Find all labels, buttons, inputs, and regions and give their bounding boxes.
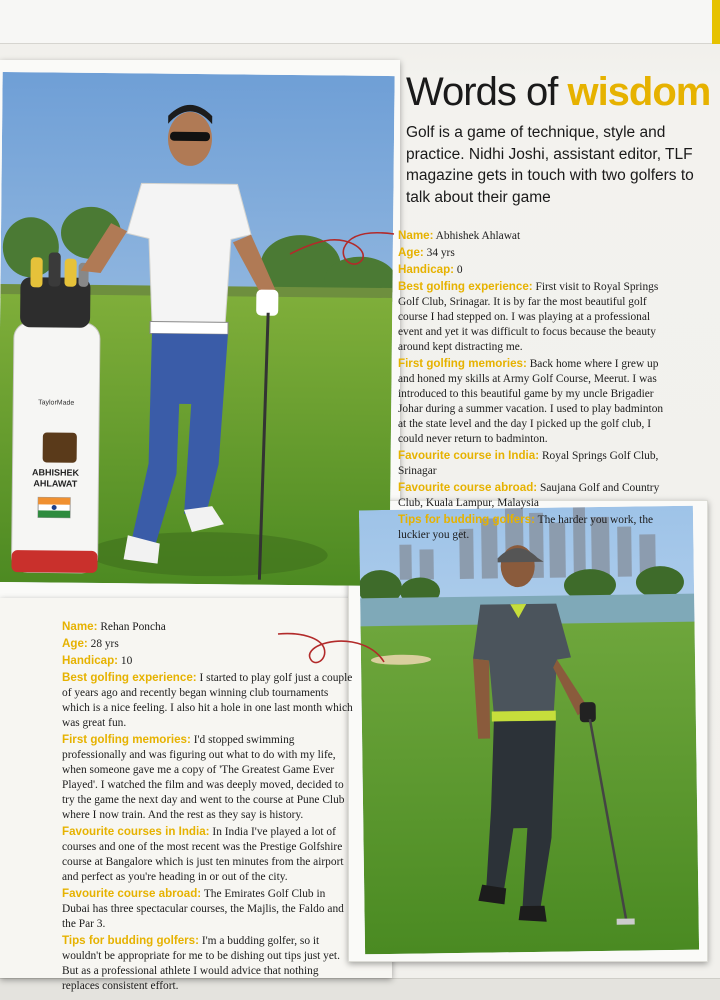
label: Best golfing experience: (62, 671, 197, 684)
label: Name: (398, 229, 434, 242)
article-intro: Golf is a game of technique, style and practice. Nidhi Joshi, assistant editor, TLF magazine gets in touch with two golfers to talk about their game (406, 124, 694, 206)
label: Age: (398, 246, 424, 259)
profile2-best-experience (62, 670, 354, 731)
value: I'm a budding golfer, so it wouldn't be appropriate for me to be dishing out tips just yet. But as a professional athlete I would advice that nothing replaces consistent effort. (62, 935, 340, 992)
profile1-fav-india (398, 448, 674, 479)
bag-name-line1: ABHISHEK (31, 467, 80, 478)
profile2-tips (62, 933, 354, 994)
value: I'd stopped swimming professionally and was figuring out what to do with my life, when someone gave me a copy of 'The Greatest Game Ever Played'. I watched the film and was deeply moved, decided to try the game the next day and went to the course at Pune Club where I now train. And the rest as they say is history. (62, 734, 345, 821)
photo-rehan-poncha (359, 506, 699, 955)
value: Abhishek Ahlawat (435, 230, 521, 242)
value: In India I've played a lot of courses and one of the most recent was the Prestige Golfshire course at Bangalore which is just ten minutes from the airport and perfect as you're heading in or out of the city. (62, 826, 344, 883)
profile2-name (62, 619, 354, 635)
profile1-fav-abroad (398, 480, 674, 511)
value: First visit to Royal Springs Golf Club, Srinagar. It is by far the most beautiful golf course I had stepped on. I was playing at a professional event and yet it was difficult to focus because the beauty around kept distracting me. (398, 281, 659, 353)
value: The harder you work, the luckier you get. (398, 514, 654, 541)
value: 0 (456, 264, 463, 276)
previous-page-edge (0, 0, 720, 44)
label: Favourite courses in India: (62, 825, 210, 838)
label: First golfing memories: (398, 357, 527, 370)
label: Handicap: (398, 263, 455, 276)
value: 34 yrs (426, 247, 455, 259)
bag-brand: TaylorMade (38, 399, 75, 407)
label: First golfing memories: (62, 733, 191, 746)
label: Best golfing experience: (398, 280, 533, 293)
label: Favourite course in India: (398, 449, 540, 462)
label: Favourite course abroad: (62, 887, 202, 900)
value: The Emirates Golf Club in Dubai has three spectacular courses, the Majlis, the Faldo and the Par 3. (62, 888, 344, 930)
golfer-on-course-illustration (359, 506, 699, 955)
title-highlight: wisdom (567, 70, 711, 114)
label: Age: (62, 637, 88, 650)
profile1-tips (398, 512, 674, 543)
label: Tips for budding golfers: (62, 934, 199, 947)
profile2-handicap (62, 653, 354, 669)
profile1-first-memories (398, 356, 674, 447)
label: Name: (62, 620, 98, 633)
profile2-fav-india (62, 824, 354, 885)
profile1-age (398, 245, 674, 261)
article-title (406, 70, 711, 115)
profile-rehan-poncha (62, 619, 354, 995)
value: I started to play golf just a couple of years ago and recently began winning club tournaments which is a nice feeling. I also hit a hole in one last month which was great fun. (62, 672, 353, 729)
label: Handicap: (62, 654, 119, 667)
golf-bag (11, 252, 100, 573)
profile-abhishek-ahlawat (398, 228, 674, 544)
accent-edge (712, 0, 720, 44)
profile2-age (62, 636, 354, 652)
connector-arrow-top (284, 226, 404, 276)
profile2-first-memories (62, 732, 354, 823)
value: 10 (120, 655, 133, 667)
label: Favourite course abroad: (398, 481, 538, 494)
photo-abhishek-ahlawat (0, 72, 395, 586)
golfer-with-bag-illustration (0, 72, 395, 586)
label: Tips for budding golfers: (398, 513, 535, 526)
value: Back home where I grew up and honed my skills at Army Golf Course, Meerut. I was introduced to this beautiful game by my uncle Brigadier Johar during a summer vacation. I used to play badminton at the state level and the day I picked up the golf club, I could never return to badminton. (398, 358, 664, 445)
profile1-handicap (398, 262, 674, 278)
profile1-best-experience (398, 279, 674, 355)
profile2-fav-abroad (62, 886, 354, 932)
value: Rehan Poncha (100, 621, 166, 633)
value: Royal Springs Golf Club, Srinagar (398, 450, 659, 477)
title-plain: Words of (406, 70, 558, 114)
value: 28 yrs (90, 638, 119, 650)
profile1-name (398, 228, 674, 244)
value: Saujana Golf and Country Club, Kuala Lampur, Malaysia (398, 482, 660, 509)
bag-name-line2: AHLAWAT (33, 478, 78, 489)
